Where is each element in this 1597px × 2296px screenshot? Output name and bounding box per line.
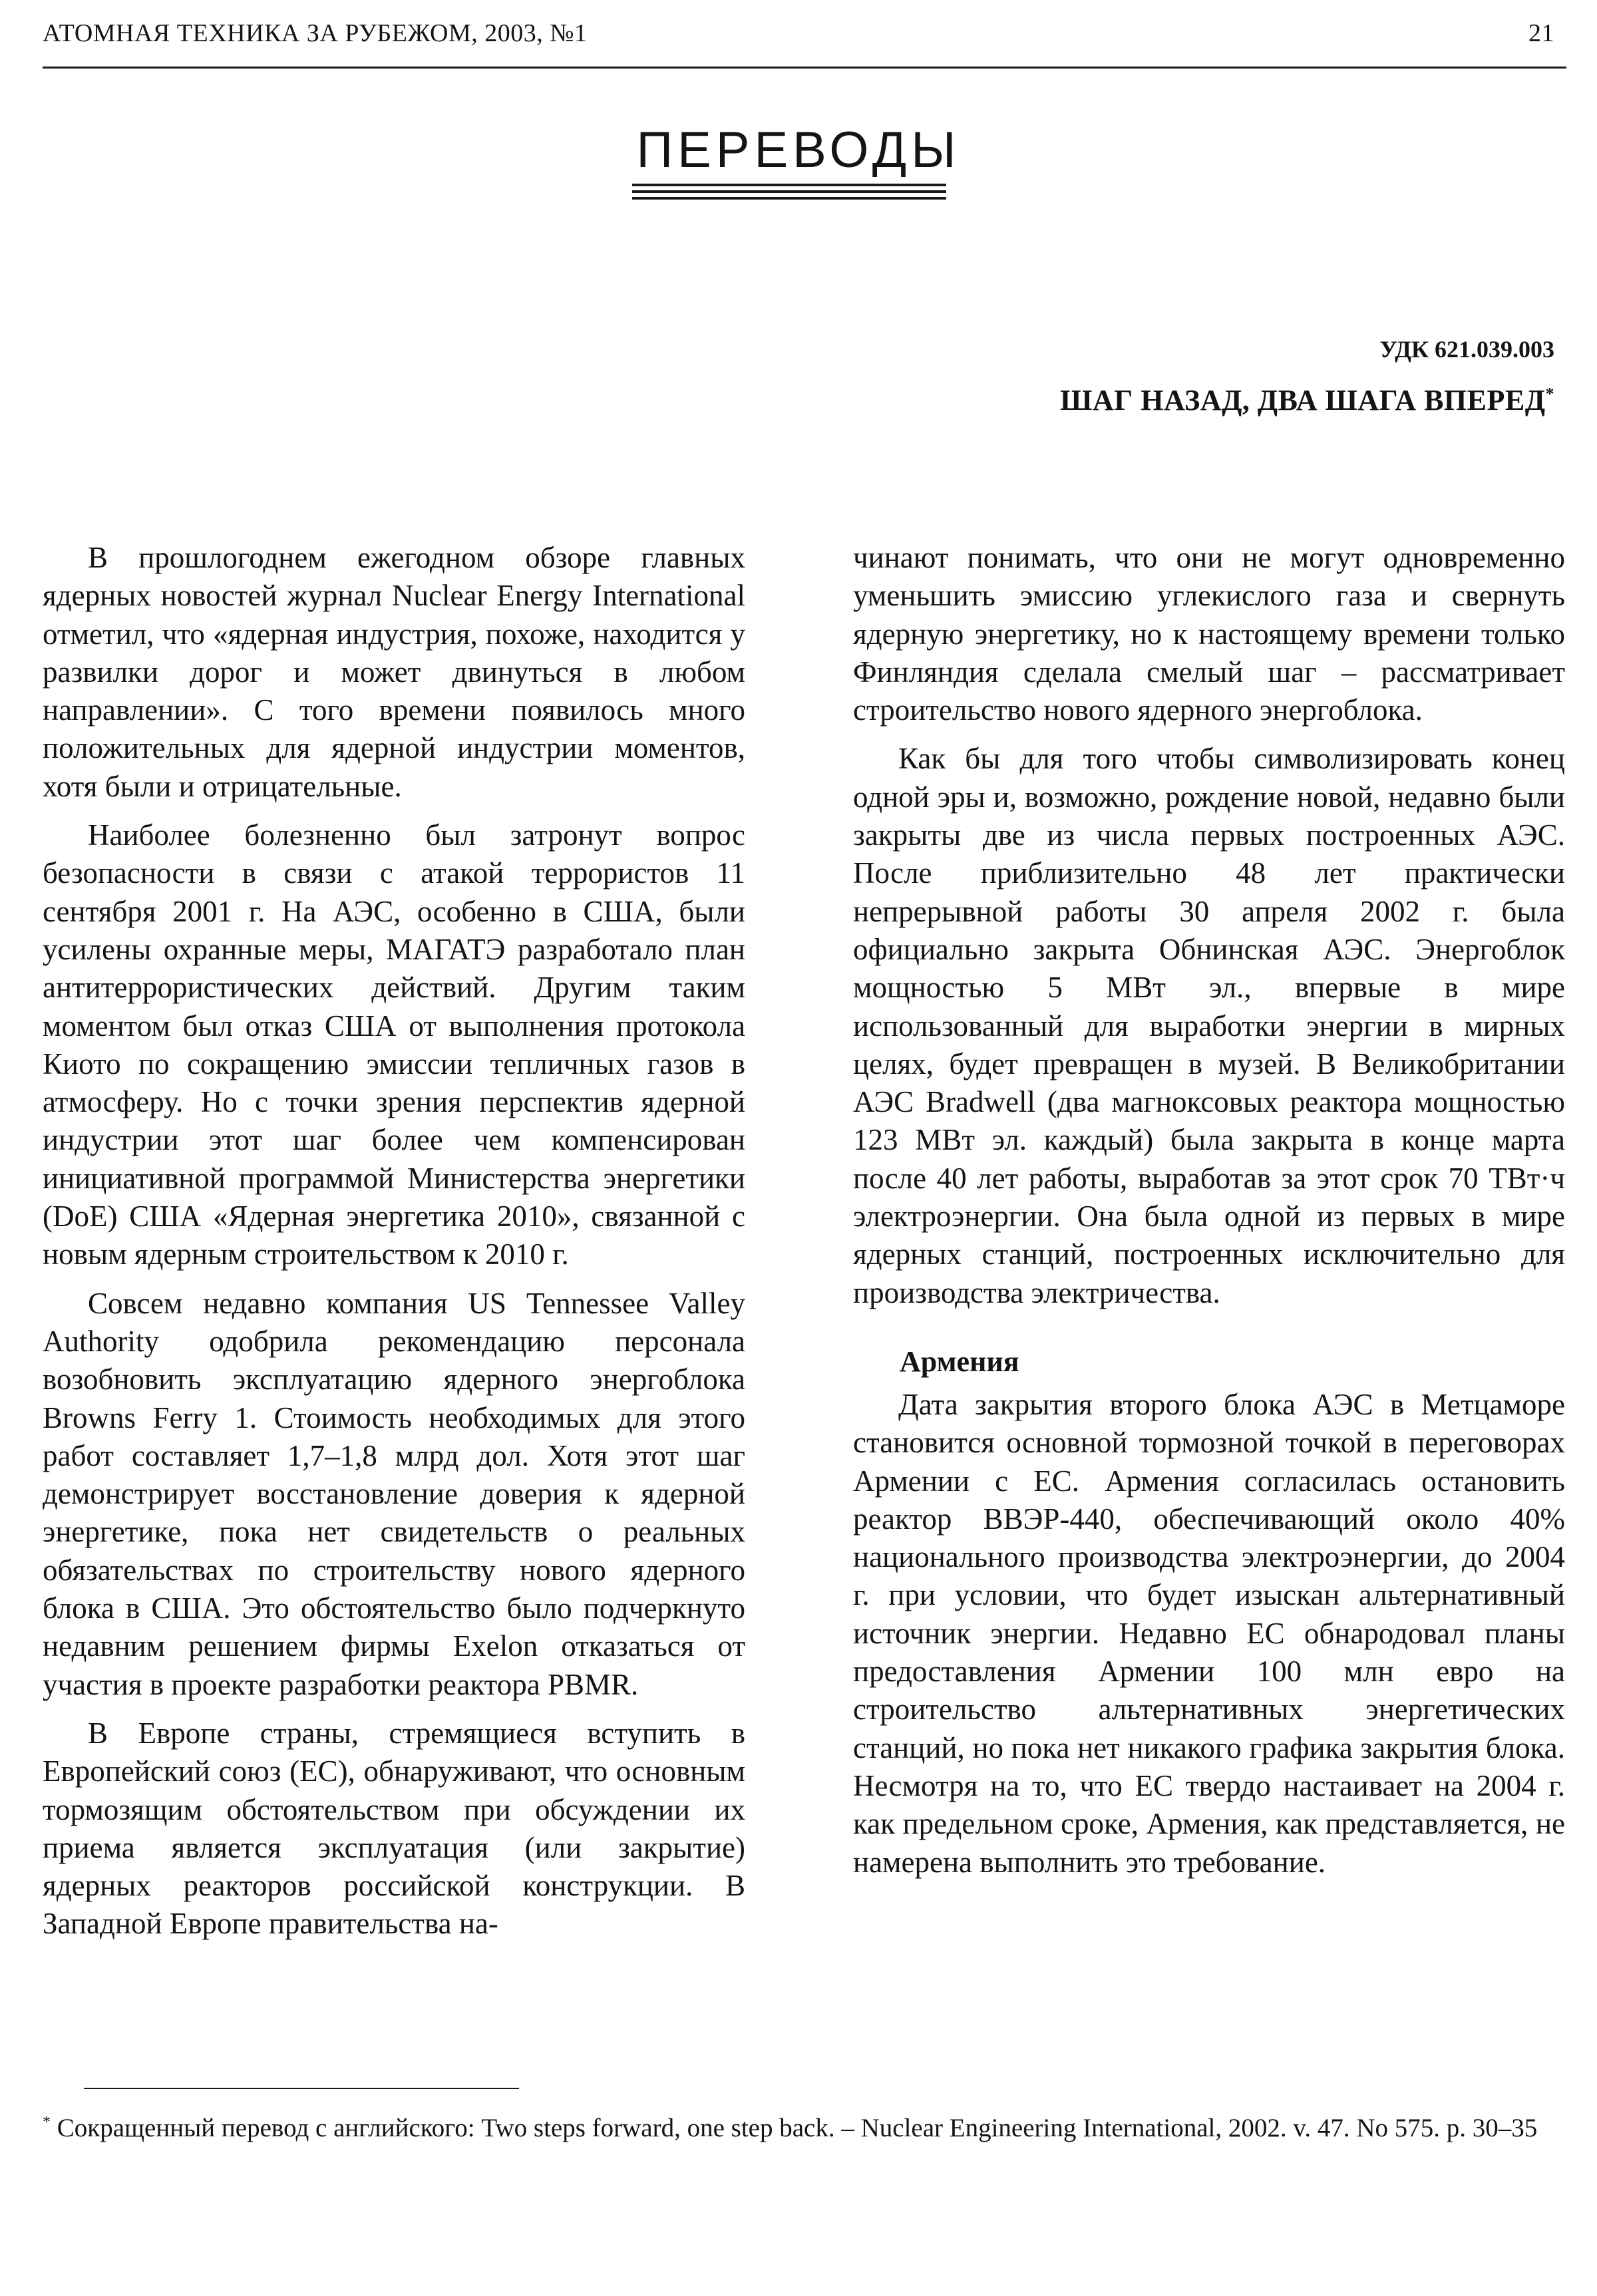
- header-rule: [43, 67, 1566, 69]
- footnote-mark: *: [43, 2114, 51, 2131]
- paragraph: В Европе страны, стремящиеся вступить в Европейский союз (ЕС), обнаруживают, что основным тормозящим обстоятельством при обсуждении их приема является эксплуатация (или закрытие) ядерных реакторов российской конструкции. В Западной Европе правительства на-: [43, 1716, 745, 1941]
- page-number: 21: [1528, 19, 1554, 47]
- paragraph: В прошлогоднем ежегодном обзоре главных ядерных новостей журнал Nuclear Energy International отметил, что «ядерная индустрия, похоже, находится у развилки дорог и может двинуться в любом направлении». С того времени появилось много положительных для ядерной индустрии моментов, хотя были и отрицательные.: [43, 541, 745, 803]
- subheading: Армения: [900, 1345, 1019, 1378]
- section-title-underline: [632, 190, 946, 193]
- footnote-text: Сокращенный перевод с английского: Two steps forward, one step back. – Nuclear Engineering International, 2002. v. 47. No 575. p. 30–35: [57, 2114, 1538, 2142]
- left-column: [43, 539, 745, 1943]
- paragraph: Дата закрытия второго блока АЭС в Метцаморе становится основной тормозной точкой в переговорах Армении с ЕС. Армения согласилась остановить реактор ВВЭР-440, обеспечивающий около 40% национального производства электроэнергии, до 2004 г. при условии, что будет изыскан альтернативный источник энергии. Недавно ЕС обнародовал планы предоставления Армении 100 млн евро на строительство альтернативных энергетических станций, но пока нет никакого графика закрытия блока. Несмотря на то, что ЕС твердо настаивает на 2004 г. как предельном сроке, Армения, как представляется, не намерена выполнить это требование.: [853, 1387, 1565, 1879]
- footnote-rule: [84, 2088, 519, 2089]
- udc-code: УДК 621.039.003: [1379, 336, 1554, 363]
- paragraph: Как бы для того чтобы символизировать конец одной эры и, возможно, рождение новой, недавно были закрыты две из числа первых построенных АЭС. После приблизительно 48 лет практически непрерывной работы 30 апреля 2002 г. была официально закрыта Обнинская АЭС. Энергоблок мощностью 5 МВт эл., впервые в мире использованный для выработки энергии в мирных целях, будет превращен в музей. В Великобритании АЭС Bradwell (два магноксовых реактора мощностью 123 МВт эл. каждый) была закрыта в конце марта после 40 лет работы, выработав за этот срок 70 ТВт·ч электроэнергии. Она была одной из первых в мире ядерных станций, построенных исключительно для производства электричества.: [853, 742, 1565, 1309]
- paragraph: чинают понимать, что они не могут одновременно уменьшить эмиссию углекислого газа и свернуть ядерную энергетику, но к настоящему времени только Финляндия сделала смелый шаг – рассматривает строительство нового ядерного энергоблока.: [853, 541, 1565, 727]
- section-title-underline: [632, 197, 946, 200]
- article-title-text: ШАГ НАЗАД, ДВА ШАГА ВПЕРЕД: [1060, 384, 1546, 416]
- footnote-marker: *: [1545, 384, 1554, 404]
- journal-name: АТОМНАЯ ТЕХНИКА ЗА РУБЕЖОМ, 2003, №1: [43, 19, 588, 47]
- article-title: [1060, 383, 1554, 417]
- footnote: [43, 2104, 1554, 2147]
- paragraph: Наиболее болезненно был затронут вопрос безопасности в связи с атакой террористов 11 сентября 2001 г. На АЭС, особенно в США, были усилены охранные меры, МАГАТЭ разработало план антитеррористических действий. Другим таким моментом был отказ США от выполнения протокола Киото по сокращению эмиссии тепличных газов в атмосферу. Но с точки зрения перспектив ядерной индустрии этот шаг более чем компенсирован инициативной программой Министерства энергетики (DoE) США «Ядерная энергетика 2010», связанной с новым ядерным строительством к 2010 г.: [43, 818, 745, 1271]
- right-column: [853, 539, 1565, 1882]
- section-title: ПЕРЕВОДЫ: [636, 122, 961, 178]
- section-title-underline: [632, 184, 946, 186]
- running-header: [43, 19, 1554, 48]
- paragraph: Совсем недавно компания US Tennessee Valley Authority одобрила рекомендацию персонала возобновить эксплуатацию ядерного энергоблока Browns Ferry 1. Стоимость необходимых для этого работ составляет 1,7–1,8 млрд дол. Хотя этот шаг демонстрирует восстановление доверия к ядерной энергетике, пока нет свидетельств о реальных обязательствах по строительству нового ядерного блока в США. Это обстоятельство было подчеркнуто недавним решением фирмы Exelon отказаться от участия в проекте разработки реактора PBMR.: [43, 1286, 745, 1701]
